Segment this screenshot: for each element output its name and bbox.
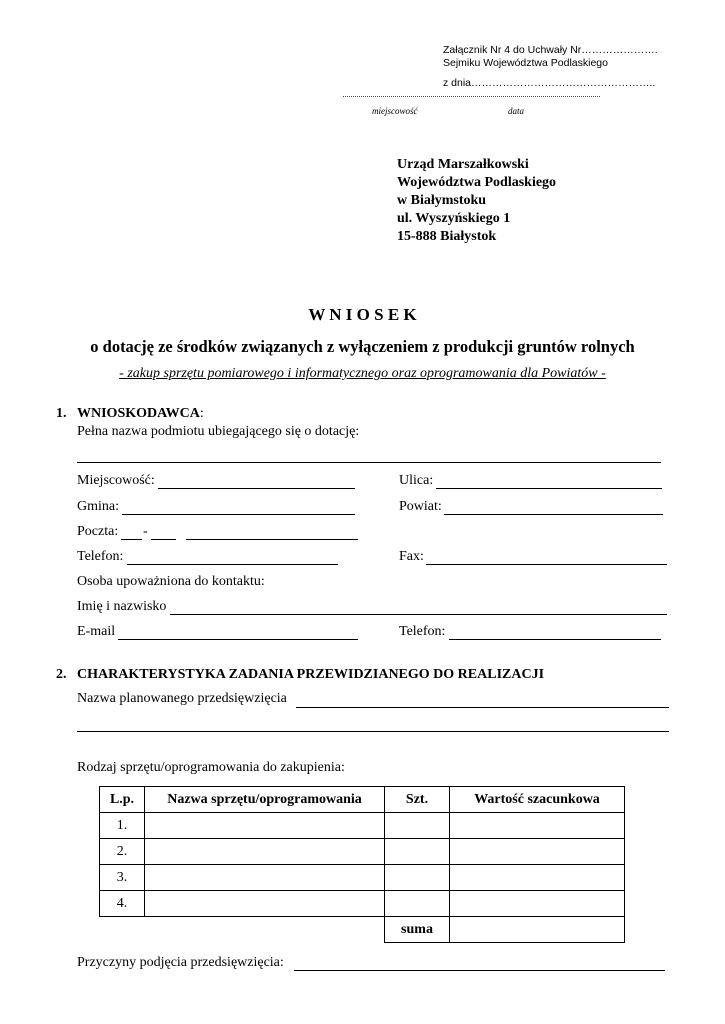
equipment-name-cell[interactable] xyxy=(145,813,385,839)
reasons-label: Przyczyny podjęcia przedsięwzięcia: xyxy=(77,955,284,970)
section2-title: CHARAKTERYSTYKA ZADANIA PRZEWIDZIANEGO DO REALIZACJI xyxy=(77,667,545,682)
address-line-4: ul. Wyszyńskiego 1 xyxy=(397,211,511,226)
phone-field[interactable] xyxy=(127,564,338,565)
city-field[interactable] xyxy=(158,488,355,489)
empty-cell xyxy=(145,917,385,943)
sum-label: suma xyxy=(385,917,450,943)
section1-title: WNIOSKODAWCA xyxy=(77,406,200,421)
phone-label: Telefon: xyxy=(77,549,124,564)
project-name-field[interactable] xyxy=(296,707,669,708)
document-subtitle: o dotację ze środków związanych z wyłączeniem z produkcji gruntów rolnych xyxy=(90,337,635,356)
section1-number: 1. xyxy=(56,406,67,421)
powiat-field[interactable] xyxy=(444,514,663,515)
section1-heading xyxy=(77,406,204,422)
address-line-2: Województwa Podlaskiego xyxy=(397,175,557,190)
annex-reference: Załącznik Nr 4 do Uchwały Nr…………………. xyxy=(443,44,658,56)
contact-phone-label: Telefon: xyxy=(399,624,446,639)
powiat-label: Powiat: xyxy=(399,499,442,514)
value-cell[interactable] xyxy=(450,839,625,865)
section2-number: 2. xyxy=(56,667,67,682)
sum-value-cell[interactable] xyxy=(450,917,625,943)
sejmik-reference: Sejmiku Województwa Podlaskiego xyxy=(443,57,608,69)
postal-code-dash: - xyxy=(143,524,148,539)
full-name-label: Pełna nazwa podmiotu ubiegającego się o dotację: xyxy=(77,424,360,439)
street-field[interactable] xyxy=(436,488,662,489)
empty-cell xyxy=(100,917,145,943)
address-line-1: Urząd Marszałkowski xyxy=(397,157,529,172)
header-lp: L.p. xyxy=(100,787,145,813)
place-date-line[interactable] xyxy=(343,96,600,97)
gmina-field[interactable] xyxy=(122,514,355,515)
table-header-row xyxy=(100,787,625,813)
email-field[interactable] xyxy=(118,639,358,640)
poczta-label: Poczta: xyxy=(77,524,119,539)
table-sum-row xyxy=(100,917,625,943)
postal-code-part2-field[interactable] xyxy=(151,539,176,540)
full-name-field[interactable] xyxy=(77,462,661,463)
quantity-cell[interactable] xyxy=(385,891,450,917)
project-name-field-2[interactable] xyxy=(77,731,669,732)
date-reference: z dnia…………………………………………….. xyxy=(443,77,656,89)
contact-phone-field[interactable] xyxy=(449,639,661,640)
header-quantity: Szt. xyxy=(385,787,450,813)
document-note: - zakup sprzętu pomiarowego i informatycznego oraz oprogramowania dla Powiatów - xyxy=(119,366,606,381)
header-estimated-value: Wartość szacunkowa xyxy=(450,787,625,813)
row-number: 4. xyxy=(100,891,145,917)
address-line-3: w Białymstoku xyxy=(397,193,487,208)
value-cell[interactable] xyxy=(450,813,625,839)
postal-code-part1-field[interactable] xyxy=(121,539,142,540)
street-label: Ulica: xyxy=(399,473,434,488)
gmina-label: Gmina: xyxy=(77,499,119,514)
table-row xyxy=(100,891,625,917)
value-cell[interactable] xyxy=(450,865,625,891)
fax-field[interactable] xyxy=(426,564,667,565)
contact-label: Osoba upoważniona do kontaktu: xyxy=(77,574,265,589)
table-row xyxy=(100,839,625,865)
equipment-name-cell[interactable] xyxy=(145,891,385,917)
table-row xyxy=(100,865,625,891)
place-label: miejscowość xyxy=(372,106,418,116)
equipment-label: Rodzaj sprzętu/oprogramowania do zakupienia: xyxy=(77,760,345,775)
city-label: Miejscowość: xyxy=(77,473,155,488)
value-cell[interactable] xyxy=(450,891,625,917)
row-number: 2. xyxy=(100,839,145,865)
equipment-name-cell[interactable] xyxy=(145,865,385,891)
header-equipment-name: Nazwa sprzętu/oprogramowania xyxy=(145,787,385,813)
row-number: 3. xyxy=(100,865,145,891)
quantity-cell[interactable] xyxy=(385,813,450,839)
date-label: data xyxy=(508,106,525,116)
fax-label: Fax: xyxy=(399,549,424,564)
equipment-name-cell[interactable] xyxy=(145,839,385,865)
quantity-cell[interactable] xyxy=(385,839,450,865)
row-number: 1. xyxy=(100,813,145,839)
address-line-5: 15-888 Białystok xyxy=(397,229,497,244)
contact-name-field[interactable] xyxy=(170,614,667,615)
document-title: W N I O S E K xyxy=(308,305,417,324)
post-office-field[interactable] xyxy=(186,539,358,540)
quantity-cell[interactable] xyxy=(385,865,450,891)
contact-name-label: Imię i nazwisko xyxy=(77,599,167,614)
reasons-field[interactable] xyxy=(294,970,665,971)
email-label: E-mail xyxy=(77,624,116,639)
equipment-table xyxy=(99,786,625,943)
project-name-label: Nazwa planowanego przedsięwzięcia xyxy=(77,691,287,706)
table-row xyxy=(100,813,625,839)
section1-colon: : xyxy=(199,406,204,421)
